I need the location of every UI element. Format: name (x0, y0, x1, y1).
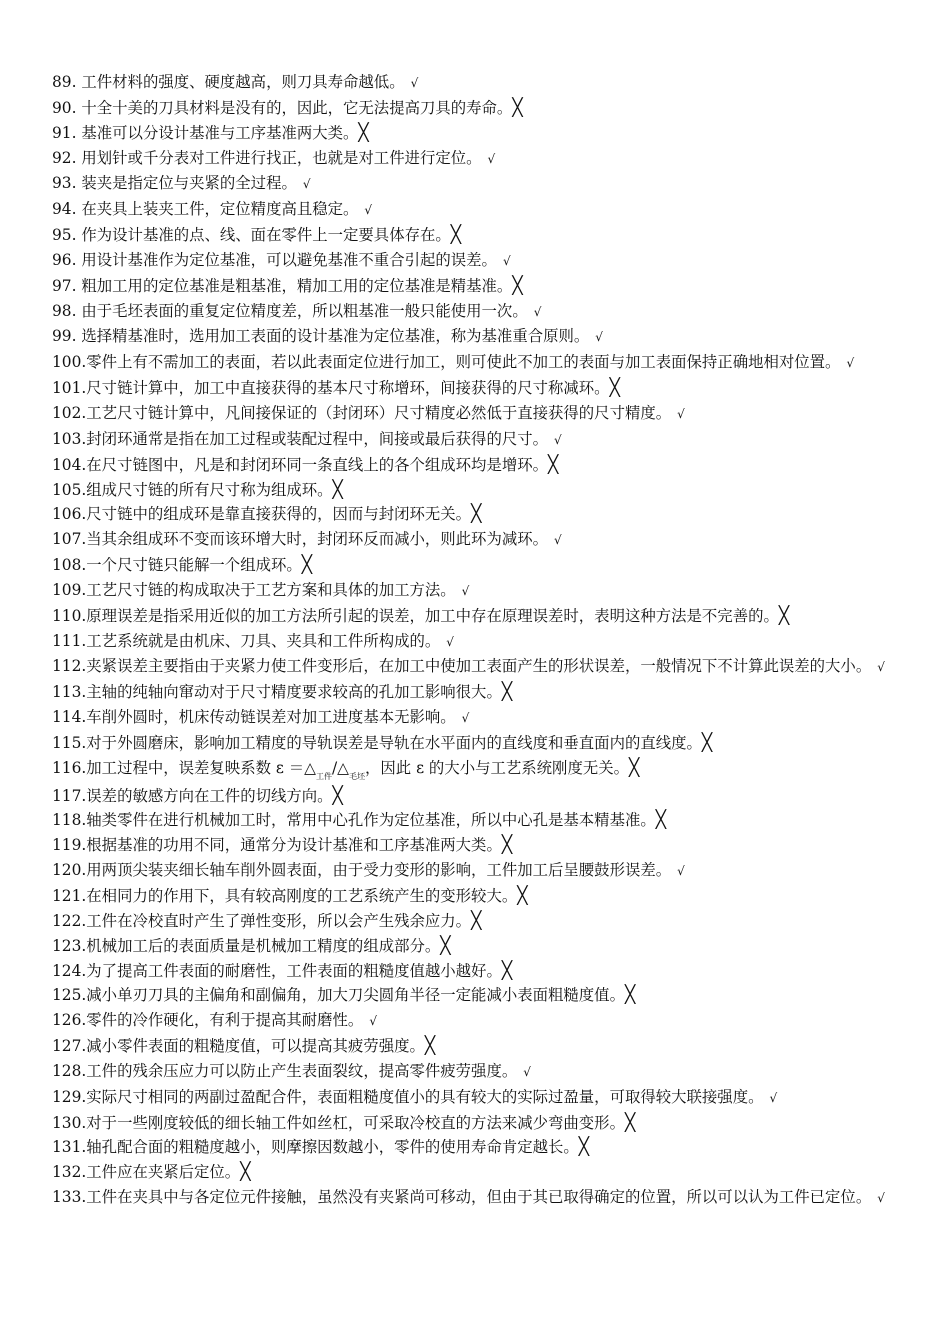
list-item (52, 401, 904, 427)
item-number: 133. (52, 1188, 87, 1207)
item-number: 105. (52, 480, 87, 499)
check-mark-icon: √ (877, 1191, 885, 1206)
cross-mark-icon: ╳ (512, 97, 523, 118)
list-item (52, 171, 904, 197)
cross-mark-icon: ╳ (578, 1137, 590, 1158)
item-number: 103. (52, 429, 87, 448)
cross-mark-icon: ╳ (629, 757, 640, 778)
item-text: 减小零件表面的粗糙度值，可以提高其疲劳强度。 (86, 1037, 425, 1056)
item-number: 107. (52, 530, 87, 549)
item-number: 92. (52, 148, 77, 167)
item-number: 102. (52, 403, 87, 422)
list-item (52, 808, 904, 833)
item-number: 112. (52, 657, 87, 676)
check-mark-icon: √ (364, 203, 373, 218)
item-text: 基准可以分设计基准与工序基准两大类。 (76, 123, 359, 142)
item-number: 131. (52, 1138, 87, 1157)
item-text: 在夹具上装夹工件，定位精度高且稳定。 (76, 200, 359, 219)
item-text: 零件的冷作硬化，有利于提高其耐磨性。 (86, 1011, 364, 1030)
item-text: 用划针或千分表对工件进行找正，也就是对工件进行定位。 (76, 148, 482, 167)
item-number: 116. (52, 758, 87, 777)
item-text: 十全十美的刀具材料是没有的，因此，它无法提高刀具的寿命。 (76, 98, 513, 117)
subscript-workpiece: 工件 (315, 771, 332, 781)
list-item (52, 324, 904, 350)
list-item (52, 299, 904, 325)
item-text: 工件在冷校直时产生了弹性变形，所以会产生残余应力。 (86, 911, 472, 930)
item-number: 97. (52, 276, 77, 295)
item-text: 一个尺寸链只能解一个组成环。 (86, 556, 302, 575)
item-text: 实际尺寸相同的两副过盈配合件，表面粗糙度值小的具有较大的实际过盈量，可取得较大联接强度。 (86, 1087, 764, 1106)
list-item (52, 427, 904, 453)
item-text: 尺寸链计算中，加工中直接获得的基本尺寸称增环，间接获得的尺寸称减环。 (86, 379, 610, 398)
item-text-c: ，因此 ε 的大小与工艺系统刚度无关。 (365, 758, 630, 777)
cross-mark-icon: ╳ (701, 732, 713, 753)
item-number: 96. (52, 250, 77, 269)
item-number: 124. (52, 961, 87, 980)
list-item (52, 1085, 904, 1111)
check-mark-icon: √ (502, 253, 511, 268)
item-number: 98. (52, 301, 77, 320)
list-item (52, 197, 904, 223)
list-item (52, 527, 904, 553)
item-number: 110. (52, 606, 87, 625)
cross-mark-icon: ╳ (655, 810, 666, 831)
cross-mark-icon: ╳ (624, 1112, 636, 1133)
check-mark-icon: √ (554, 432, 562, 447)
item-text: 粗加工用的定位基准是粗基准，精加工用的定位基准是精基准。 (76, 276, 513, 295)
list-item (52, 756, 904, 784)
list-item (52, 121, 904, 146)
item-number: 117. (52, 786, 87, 805)
list-item (52, 1160, 904, 1185)
item-number: 132. (52, 1163, 87, 1182)
item-number: 122. (52, 911, 87, 930)
subscript-blank: 毛坯 (349, 771, 365, 781)
list-item (52, 1111, 904, 1136)
list-item (52, 274, 904, 299)
list-item (52, 350, 904, 376)
item-text: 组成尺寸链的所有尺寸称为组成环。 (86, 480, 333, 499)
check-mark-icon: √ (446, 634, 454, 649)
list-item (52, 784, 904, 809)
list-item (52, 629, 904, 655)
item-text: 工件应在夹紧后定位。 (86, 1163, 241, 1182)
cross-mark-icon: ╳ (517, 886, 528, 906)
item-number: 99. (52, 327, 77, 346)
list-item (52, 453, 904, 478)
item-number: 109. (52, 580, 87, 599)
item-number: 104. (52, 455, 87, 474)
check-mark-icon: √ (595, 330, 603, 345)
list-item (52, 884, 904, 909)
list-item (52, 376, 904, 401)
list-item (52, 833, 904, 858)
item-text: 选择精基准时，选用加工表面的设计基准为定位基准，称为基准重合原则。 (76, 327, 590, 346)
list-item (52, 478, 904, 503)
item-number: 128. (52, 1061, 87, 1080)
item-text: 工件在夹具中与各定位元件接触，虽然没有夹紧尚可移动，但由于其已取得确定的位置，所以可以认为工件已定位。 (86, 1188, 872, 1207)
item-text: 对于一些刚度较低的细长轴工件如丝杠，可采取冷校直的方法来减少弯曲变形。 (86, 1113, 625, 1132)
list-item (52, 731, 904, 756)
list-item (52, 1059, 904, 1085)
item-number: 127. (52, 1037, 87, 1056)
item-text: 在尺寸链图中，凡是和封闭环同一条直线上的各个组成环均是增环。 (86, 455, 549, 474)
item-text: 轴类零件在进行机械加工时，常用中心孔作为定位基准，所以中心孔是基本精基准。 (86, 811, 656, 830)
check-mark-icon: √ (554, 533, 562, 548)
cross-mark-icon: ╳ (624, 985, 636, 1006)
list-item (52, 502, 904, 527)
list-item (52, 578, 904, 604)
cross-mark-icon: ╳ (240, 1162, 251, 1183)
cross-mark-icon: ╳ (609, 378, 620, 399)
item-text: 在相同力的作用下，具有较高刚度的工艺系统产生的变形较大。 (86, 887, 518, 905)
item-number: 93. (52, 174, 77, 193)
check-mark-icon: √ (523, 1064, 531, 1079)
cross-mark-icon: ╳ (471, 910, 482, 931)
item-number: 90. (52, 98, 77, 117)
item-text: 减小单刃刀具的主偏角和副偏角，加大刀尖圆角半径一定能减小表面粗糙度值。 (86, 986, 625, 1005)
item-text: 当其余组成环不变而该环增大时，封闭环反而减小，则此环为减环。 (86, 530, 549, 549)
list-item (52, 553, 904, 578)
item-number: 118. (52, 811, 87, 830)
question-list (52, 70, 904, 1211)
item-text: 工件材料的强度、硬度越高，则刀具寿命越低。 (76, 73, 405, 91)
check-mark-icon: √ (369, 1014, 377, 1029)
check-mark-icon: √ (677, 406, 685, 421)
item-number: 94. (52, 200, 77, 219)
list-item (52, 983, 904, 1008)
list-item (52, 146, 904, 172)
cross-mark-icon: ╳ (332, 479, 343, 500)
item-text: 工件的残余压应力可以防止产生表面裂纹，提高零件疲劳强度。 (86, 1061, 518, 1080)
item-text: 主轴的纯轴向窜动对于尺寸精度要求较高的孔加工影响很大。 (86, 683, 502, 702)
check-mark-icon: √ (677, 864, 685, 879)
item-text: 用两顶尖装夹细长轴车削外圆表面，由于受力变形的影响，工件加工后呈腰鼓形误差。 (86, 861, 672, 880)
list-item (52, 705, 904, 731)
item-number: 115. (52, 733, 87, 752)
check-mark-icon: √ (410, 76, 419, 90)
item-number: 108. (52, 556, 87, 575)
item-text-b: /△ (331, 758, 349, 777)
check-mark-icon: √ (461, 711, 470, 726)
list-item (52, 604, 904, 629)
item-number: 126. (52, 1011, 87, 1030)
cross-mark-icon: ╳ (440, 935, 451, 956)
item-number: 119. (52, 836, 87, 855)
item-text: 作为设计基准的点、线、面在零件上一定要具体存在。 (76, 226, 451, 245)
cross-mark-icon: ╳ (501, 682, 513, 703)
list-item (52, 858, 904, 884)
list-item (52, 70, 904, 96)
list-item (52, 959, 904, 984)
check-mark-icon: √ (769, 1090, 778, 1105)
cross-mark-icon: ╳ (512, 275, 523, 296)
item-number: 125. (52, 986, 87, 1005)
item-number: 101. (52, 379, 87, 398)
list-item (52, 934, 904, 959)
item-text: 机械加工后的表面质量是机械加工精度的组成部分。 (86, 936, 441, 955)
cross-mark-icon: ╳ (358, 122, 369, 143)
item-text: 为了提高工件表面的耐磨性，工件表面的粗糙度值越小越好。 (86, 961, 502, 980)
list-item (52, 1185, 904, 1211)
item-number: 91. (52, 123, 77, 142)
list-item (52, 1034, 904, 1059)
item-number: 129. (52, 1087, 87, 1106)
item-number: 89. (52, 73, 77, 91)
list-item (52, 680, 904, 705)
check-mark-icon: √ (487, 151, 496, 166)
item-text: 封闭环通常是指在加工过程或装配过程中，间接或最后获得的尺寸。 (86, 429, 549, 448)
item-number: 95. (52, 226, 77, 245)
item-text: 工艺系统就是由机床、刀具、夹具和工件所构成的。 (86, 631, 441, 650)
list-item (52, 1135, 904, 1160)
item-text: 轴孔配合面的粗糙度越小，则摩擦因数越小，零件的使用寿命肯定越长。 (86, 1138, 579, 1157)
item-text-a: 加工过程中，误差复映系数 ε ＝△ (86, 758, 316, 777)
item-text: 工艺尺寸链的构成取决于工艺方案和具体的加工方法。 (86, 580, 456, 599)
list-item (52, 909, 904, 934)
item-text: 零件上有不需加工的表面，若以此表面定位进行加工，则可使此不加工的表面与加工表面保持正确地相对位置。 (86, 353, 841, 372)
cross-mark-icon: ╳ (301, 555, 313, 576)
item-text: 夹紧误差主要指由于夹紧力使工件变形后，在加工中使加工表面产生的形状误差，一般情况下不计算此误差的大小。 (86, 657, 872, 676)
item-text: 误差的敏感方向在工件的切线方向。 (86, 786, 333, 805)
check-mark-icon: √ (877, 660, 885, 675)
item-text: 根据基准的功用不同，通常分为设计基准和工序基准两大类。 (86, 836, 502, 855)
check-mark-icon: √ (461, 583, 470, 598)
list-item (52, 1008, 904, 1034)
item-number: 106. (52, 505, 87, 524)
item-text: 工艺尺寸链计算中，凡间接保证的（封闭环）尺寸精度必然低于直接获得的尺寸精度。 (86, 403, 672, 422)
list-item (52, 223, 904, 248)
cross-mark-icon: ╳ (778, 605, 790, 626)
cross-mark-icon: ╳ (450, 225, 462, 246)
cross-mark-icon: ╳ (548, 454, 559, 475)
check-mark-icon: √ (302, 177, 311, 192)
item-number: 121. (52, 887, 87, 905)
item-text: 装夹是指定位与夹紧的全过程。 (76, 174, 297, 193)
item-number: 100. (52, 353, 87, 372)
item-text: 对于外圆磨床，影响加工精度的导轨误差是导轨在水平面内的直线度和垂直面内的直线度。 (86, 733, 702, 752)
item-text: 由于毛坯表面的重复定位精度差，所以粗基准一般只能使用一次。 (76, 301, 528, 320)
list-item (52, 96, 904, 121)
item-number: 111. (52, 631, 87, 650)
item-number: 130. (52, 1113, 87, 1132)
check-mark-icon: √ (533, 304, 542, 319)
list-item (52, 654, 904, 680)
list-item (52, 248, 904, 274)
item-number: 113. (52, 683, 87, 702)
item-number: 114. (52, 708, 87, 727)
cross-mark-icon: ╳ (501, 835, 513, 856)
cross-mark-icon: ╳ (424, 1036, 436, 1057)
cross-mark-icon: ╳ (471, 504, 482, 525)
item-number: 120. (52, 861, 87, 880)
item-text: 用设计基准作为定位基准，可以避免基准不重合引起的误差。 (76, 250, 497, 269)
item-number: 123. (52, 936, 87, 955)
item-text: 原理误差是指采用近似的加工方法所引起的误差，加工中存在原理误差时，表明这种方法是不完善的。 (86, 606, 779, 625)
check-mark-icon: √ (846, 356, 855, 371)
cross-mark-icon: ╳ (501, 960, 513, 981)
cross-mark-icon: ╳ (332, 785, 343, 806)
item-text: 尺寸链中的组成环是靠直接获得的，因而与封闭环无关。 (86, 505, 472, 524)
item-text: 车削外圆时，机床传动链误差对加工进度基本无影响。 (86, 708, 456, 727)
